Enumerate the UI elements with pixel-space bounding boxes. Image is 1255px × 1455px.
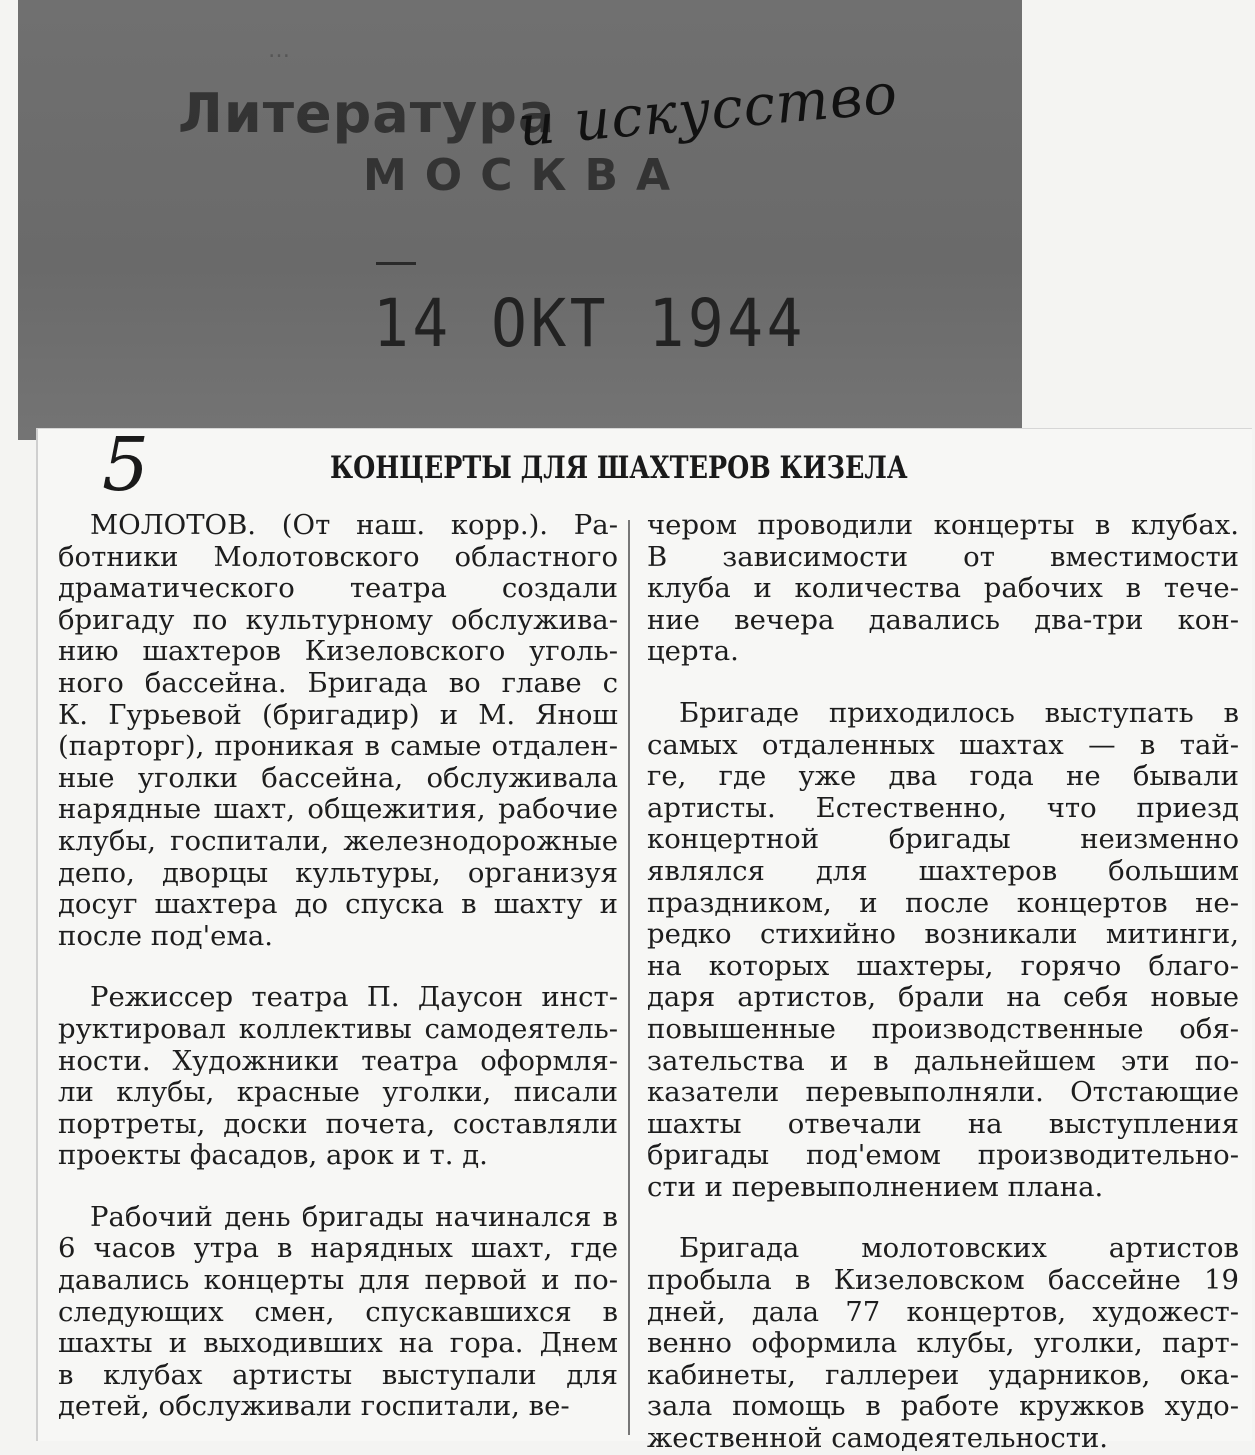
article-line: на которых шахтеры, горячо благо- bbox=[647, 949, 1239, 982]
article-line: В зависимости от вместимости bbox=[647, 540, 1239, 573]
article-line: ные уголки бассейна, обслуживала bbox=[58, 761, 618, 794]
article-headline: КОНЦЕРТЫ ДЛЯ ШАХТЕРОВ КИЗЕЛА bbox=[330, 450, 908, 486]
article-paragraph bbox=[647, 698, 1239, 1204]
article-line: после под'ема. bbox=[58, 919, 273, 952]
article-line: ботники Молотовского областного bbox=[58, 540, 618, 573]
article-line: пробыла в Кизеловском бассейне 19 bbox=[647, 1264, 1239, 1297]
column-divider bbox=[628, 520, 630, 1435]
article-line: давались концерты для первой и по- bbox=[58, 1264, 618, 1297]
article-line: зала помощь в работе кружков худо- bbox=[647, 1390, 1239, 1423]
article-line: шахты отвечали на выступления bbox=[647, 1107, 1239, 1140]
article-line: концертной бригады неизменно bbox=[647, 823, 1239, 856]
article-line: в клубах артисты выступали для bbox=[58, 1358, 618, 1391]
archive-stamp-card bbox=[18, 0, 1022, 440]
article-line: Режиссер театра П. Даусон инст- bbox=[90, 981, 618, 1014]
article-line: Бригаде приходилось выступать в bbox=[679, 696, 1239, 729]
article-line: являлся для шахтеров большим bbox=[647, 854, 1239, 887]
article-line: ге, где уже два года не бывали bbox=[647, 760, 1239, 793]
article-line: ного бассейна. Бригада во главе с bbox=[58, 666, 618, 699]
article-line: венно оформила клубы, уголки, парт- bbox=[647, 1327, 1239, 1360]
article-left-column bbox=[58, 510, 618, 1423]
stamp-dash bbox=[376, 262, 416, 265]
article-line: повышенные производственные обя- bbox=[647, 1012, 1239, 1045]
article-line: Рабочий день бригады начинался в bbox=[90, 1200, 618, 1233]
article-line: церта. bbox=[647, 635, 739, 668]
article-line: артисты. Естественно, что приезд bbox=[647, 791, 1239, 824]
article-line: дней, дала 77 концертов, художест- bbox=[647, 1295, 1239, 1328]
article-line: ние вечера давались два-три кон- bbox=[647, 603, 1239, 636]
article-line: (парторг), проникая в самые отдален- bbox=[58, 730, 618, 763]
article-line: детей, обслуживали госпитали, ве- bbox=[58, 1390, 570, 1423]
article-line: кабинеты, галлереи ударников, ока- bbox=[647, 1358, 1239, 1391]
article-line: клуба и количества рабочих в тече- bbox=[647, 572, 1239, 605]
article-line: МОЛОТОВ. (От наш. корр.). Ра- bbox=[90, 509, 618, 541]
article-line: даря артистов, брали на себя новые bbox=[647, 981, 1239, 1014]
article-line: самых отдаленных шахтах — в тай- bbox=[647, 728, 1239, 761]
article-line: К. Гурьевой (бригадир) и М. Янош bbox=[58, 698, 618, 731]
article-line: досуг шахтера до спуска в шахту и bbox=[58, 888, 618, 921]
article-line: руктировал коллективы самодеятель- bbox=[58, 1012, 618, 1045]
article-line: праздником, и после концертов не- bbox=[647, 886, 1239, 919]
article-line: зательства и в дальнейшем эти по- bbox=[647, 1044, 1239, 1077]
article-line: ли клубы, красные уголки, писали bbox=[58, 1076, 618, 1109]
paragraph-gap bbox=[58, 1172, 618, 1202]
article-line: нарядные шахт, общежития, рабочие bbox=[58, 793, 618, 826]
article-line: клубы, госпитали, железнодорожные bbox=[58, 824, 618, 857]
article-paragraph bbox=[58, 982, 618, 1172]
article-line: нию шахтеров Кизеловского уголь- bbox=[58, 635, 618, 668]
article-line: казатели перевыполняли. Отстающие bbox=[647, 1076, 1239, 1109]
paragraph-gap bbox=[58, 952, 618, 982]
article-paragraph bbox=[58, 510, 618, 952]
stamp-date: 14 ОКТ 1944 bbox=[373, 285, 806, 362]
article-line: следующих смен, спускавшихся в bbox=[58, 1295, 618, 1328]
article-paragraph bbox=[647, 1233, 1239, 1454]
article-line: проекты фасадов, арок и т. д. bbox=[58, 1139, 488, 1172]
article-line: редко стихийно возникали митинги, bbox=[647, 918, 1239, 951]
article-line: депо, дворцы культуры, организуя bbox=[58, 856, 618, 889]
stamp-faint-text: … bbox=[268, 38, 292, 63]
paragraph-gap bbox=[647, 1203, 1239, 1233]
handwritten-annotation: и искусство bbox=[515, 61, 901, 160]
article-line: бригаду по культурному обслужива- bbox=[58, 603, 618, 636]
article-line: ности. Художники театра оформля- bbox=[58, 1044, 618, 1077]
article-line: жественной самодеятельности. bbox=[647, 1422, 1109, 1455]
paragraph-gap bbox=[647, 668, 1239, 698]
stamp-publication-title: Литература bbox=[178, 82, 556, 145]
article-line: сти и перевыполнением плана. bbox=[647, 1170, 1104, 1203]
article-line: драматического театра создали bbox=[58, 572, 618, 605]
article-line: бригады под'емом производительно- bbox=[647, 1139, 1239, 1172]
handwritten-page-number: 5 bbox=[102, 422, 150, 508]
article-line: портреты, доски почета, составляли bbox=[58, 1107, 618, 1140]
article-line: чером проводили концерты в клубах. bbox=[647, 509, 1239, 541]
stamp-city: МОСКВА bbox=[363, 150, 689, 201]
article-line: 6 часов утра в нарядных шахт, где bbox=[58, 1232, 618, 1265]
article-right-column bbox=[647, 510, 1239, 1455]
article-line: Бригада молотовских артистов bbox=[679, 1232, 1239, 1265]
article-line: шахты и выходивших на гора. Днем bbox=[58, 1327, 618, 1360]
article-paragraph bbox=[647, 510, 1239, 668]
article-paragraph bbox=[58, 1202, 618, 1423]
